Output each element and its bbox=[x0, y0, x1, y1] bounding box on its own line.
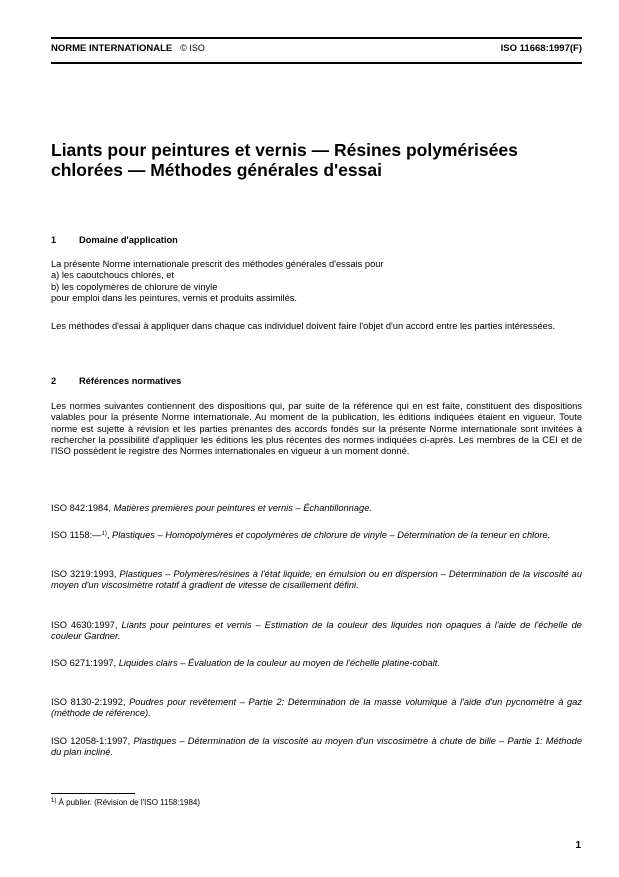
header-copyright: © ISO bbox=[180, 43, 205, 53]
reference-item bbox=[51, 620, 582, 643]
reference-code: ISO 842:1984, bbox=[51, 503, 111, 513]
section-1-number: 1 bbox=[51, 235, 57, 245]
reference-title: Plastiques – Détermination de la viscosité au moyen d'un viscosimètre à chute de bille – Partie 1: Méthode du plan incliné. bbox=[51, 736, 582, 758]
header-bottom-rule bbox=[51, 62, 582, 64]
reference-code: ISO 8130-2:1992, bbox=[51, 697, 126, 707]
section-1-heading bbox=[51, 235, 582, 246]
reference-item bbox=[51, 530, 582, 541]
reference-item bbox=[51, 658, 582, 669]
reference-code: ISO 12058-1:1997, bbox=[51, 736, 131, 746]
footnote bbox=[51, 798, 200, 808]
header-standard-number: ISO 11668:1997(F) bbox=[500, 43, 582, 54]
scope-line-2: a) les caoutchoucs chlorés, et bbox=[51, 270, 174, 281]
scope-line-1: La présente Norme internationale prescrit des méthodes générales d'essais pour bbox=[51, 259, 384, 269]
section-2-number: 2 bbox=[51, 376, 57, 386]
section-1-title: Domaine d'application bbox=[79, 235, 178, 245]
reference-item bbox=[51, 736, 582, 759]
section-2-heading bbox=[51, 376, 582, 387]
reference-title: Plastiques – Homopolymères et copolymères de chlorure de vinyle – Détermination de la teneur en chlore. bbox=[112, 530, 551, 540]
header-top-rule bbox=[51, 37, 582, 39]
header-standard-type-text: NORME INTERNATIONALE bbox=[51, 43, 173, 54]
scope-line-3: b) les copolymères de chlorure de vinyle bbox=[51, 281, 218, 292]
reference-title: Poudres pour revêtement – Partie 2: Détermination de la masse volumique à l'aide d'un pycnomètre à gaz (méthode de référence). bbox=[51, 697, 582, 719]
footnote-text: À publier. (Révision de l'ISO 1158:1984) bbox=[56, 798, 201, 807]
footnote-rule bbox=[51, 793, 135, 794]
reference-item bbox=[51, 697, 582, 720]
section-1-scope-list bbox=[51, 259, 582, 304]
header-standard-type bbox=[51, 43, 205, 54]
reference-title: Plastiques – Polymères/résines à l'état liquide, en émulsion ou en dispersion – Détermination de la viscosité au moyen d'un viscosimètre rotatif à gradient de vitesse de cisaillement défini. bbox=[51, 569, 582, 591]
footnote-ref-mark: 1) bbox=[101, 531, 107, 537]
section-1-paragraph-2: Les méthodes d'essai à appliquer dans chaque cas individuel doivent faire l'objet d'un accord entre les parties intéressées. bbox=[51, 321, 556, 331]
footnote-mark: 1) bbox=[51, 798, 57, 804]
section-2-intro: Les normes suivantes contiennent des dispositions qui, par suite de la référence qui en est faite, constituent des dispositions valables pour la présente Norme internationale. Au moment de la publication, les éditions indiquées étaient en vigueur. Toute norme est sujette à révision et les parties prenantes des accords fondés sur la présente Norme internationale sont invitées à rechercher la possibilité d'appliquer les éditions les plus récentes des normes indiquées ci-après. Les membres de la CEI et de l'ISO possèdent le registre des Normes internationales en vigueur à un moment donné. bbox=[51, 401, 582, 457]
title-line-1: Liants pour peintures et vernis — Résines polymérisées bbox=[51, 140, 518, 160]
section-2-title: Références normatives bbox=[79, 376, 182, 386]
reference-title: Matières premières pour peintures et vernis – Échantillonnage. bbox=[113, 503, 372, 513]
scope-line-4: pour emploi dans les peintures, vernis et produits assimilés. bbox=[51, 292, 297, 303]
reference-comma: , bbox=[106, 530, 110, 540]
reference-title: Liquides clairs – Évaluation de la couleur au moyen de l'échelle platine-cobalt. bbox=[118, 658, 440, 668]
title-line-2: chlorées — Méthodes générales d'essai bbox=[51, 160, 382, 180]
reference-code: ISO 3219:1993, bbox=[51, 569, 117, 579]
document-title bbox=[51, 140, 582, 180]
reference-code: ISO 1158:— bbox=[51, 530, 102, 540]
reference-title: Liants pour peintures et vernis – Estimation de la couleur des liquides non opaques à l'aide de l'échelle de couleur Gardner. bbox=[51, 620, 582, 642]
reference-code: ISO 6271:1997, bbox=[51, 658, 117, 668]
reference-item bbox=[51, 569, 582, 592]
page-header bbox=[51, 43, 582, 57]
reference-code: ISO 4630:1997, bbox=[51, 620, 118, 630]
page-number: 1 bbox=[575, 840, 581, 851]
reference-item bbox=[51, 503, 582, 514]
